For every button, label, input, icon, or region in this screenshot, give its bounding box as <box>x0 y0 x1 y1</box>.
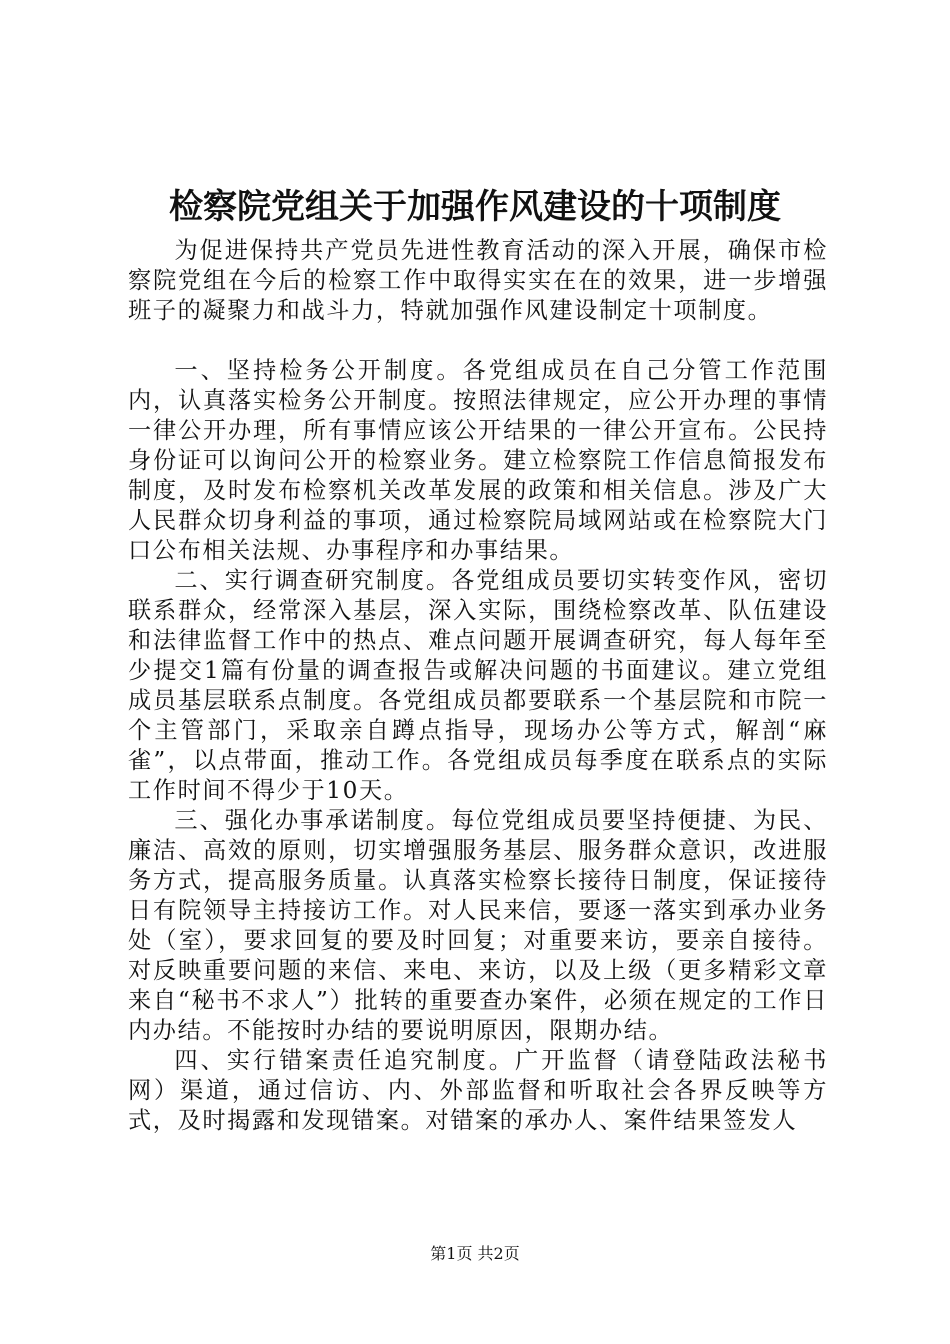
document-body <box>128 236 828 1136</box>
document-title: 检察院党组关于加强作风建设的十项制度 <box>169 187 781 227</box>
paragraph-item-4: 四、实行错案责任追究制度。广开监督（请登陆政法秘书网）渠道，通过信访、内、外部监督和听取社会各界反映等方式，及时揭露和发现错案。对错案的承办人、案件结果签发人 <box>128 1047 828 1134</box>
paragraph-intro: 为促进保持共产党员先进性教育活动的深入开展，确保市检察院党组在今后的检察工作中取得实实在在的效果，进一步增强班子的凝聚力和战斗力，特就加强作风建设制定十项制度。 <box>128 237 828 324</box>
paragraph-item-2: 二、实行调查研究制度。各党组成员要切实转变作风，密切联系群众，经常深入基层，深入实际，围绕检察改革、队伍建设和法律监督工作中的热点、难点问题开展调查研究，每人每年至少提交1篇有份量的调查报告或解决问题的书面建议。建立党组成员基层联系点制度。各党组成员都要联系一个基层院和市院一个主管部门，采取亲自蹲点指导，现场办公等方式，解剖“麻雀”，以点带面，推动工作。各党组成员每季度在联系点的实际工作时间不得少于10天。 <box>128 567 828 804</box>
paragraph-item-3: 三、强化办事承诺制度。每位党组成员要坚持便捷、为民、廉洁、高效的原则，切实增强服务基层、服务群众意识，改进服务方式，提高服务质量。认真落实检察长接待日制度，保证接待日有院领导主持接访工作。对人民来信，要逐一落实到承办业务处（室），要求回复的要及时回复；对重要来访，要亲自接待。对反映重要问题的来信、来电、来访，以及上级（更多精彩文章来自“秘书不求人”）批转的重要查办案件，必须在规定的工作日内办结。不能按时办结的要说明原因，限期办结。 <box>128 807 828 1044</box>
paragraph-item-1: 一、坚持检务公开制度。各党组成员在自己分管工作范围内，认真落实检务公开制度。按照法律规定，应公开办理的事情一律公开办理，所有事情应该公开结果的一律公开宣布。公民持身份证可以询问公开的检察业务。建立检察院工作信息简报发布制度，及时发布检察机关改革发展的政策和相关信息。涉及广大人民群众切身利益的事项，通过检察院局域网站或在检察院大门口公布相关法规、办事程序和办事结果。 <box>128 357 828 564</box>
page-footer: 第1页 共2页 <box>430 1244 520 1263</box>
